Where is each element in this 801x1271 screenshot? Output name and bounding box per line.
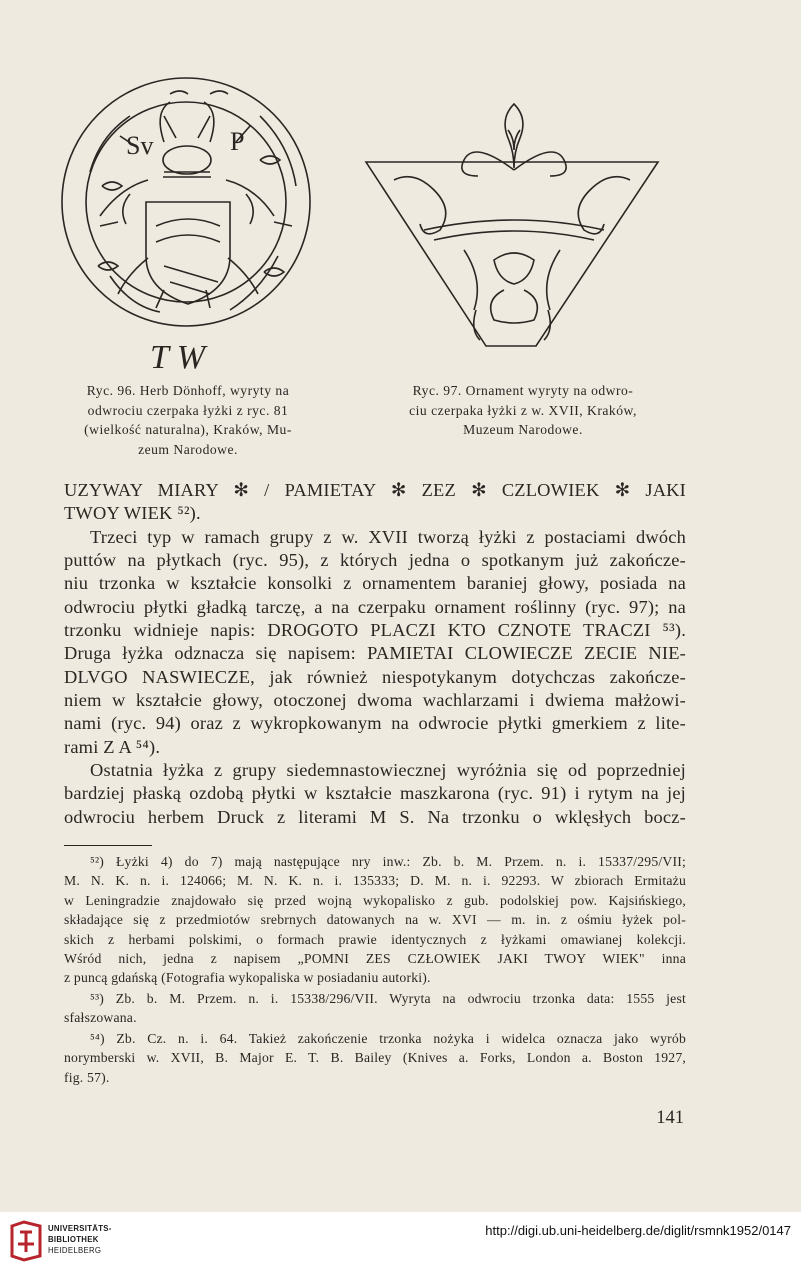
footnote-line: norymberski w. XVII, B. Major E. T. B. Bailey (Knives a. Forks, London a. Boston 1927, xyxy=(64,1050,686,1065)
page-number: 141 xyxy=(656,1108,684,1128)
body-line: Ostatnia łyżka z grupy siedemnastowiecznej wyróżnia się od poprzedniej xyxy=(90,760,686,780)
footnote-line: Wśród nich, jedna z napisem „POMNI ZES CZŁOWIEK JAKI TWOY WIEK" inna xyxy=(64,951,686,966)
footnote-line: ⁵⁴) Zb. Cz. n. i. 64. Takież zakończenie trzonka nożyka i widelca oznacza jako wyrób xyxy=(90,1031,686,1046)
figure-96-coat-of-arms xyxy=(60,76,322,376)
footnote-line: ⁵²) Łyżki 4) do 7) mają następujące nry inw.: Zb. b. M. Przem. n. i. 15337/295/VII; xyxy=(90,854,686,869)
caption-line: Muzeum Narodowe. xyxy=(463,422,583,438)
footnote-line: składające się z przedmiotów srebrnych datowanych na w. XVI — m. in. z ośmiu łyżek pol- xyxy=(64,912,686,927)
body-line: odwrociu płytki gładką tarczę, a na czerpaku ornament roślinny (ryc. 97); na xyxy=(64,597,686,617)
caption-line: Ryc. 96. Herb Dönhoff, wyryty na xyxy=(86,383,290,398)
footnote-rule xyxy=(64,845,152,846)
body-line: nami (ryc. 94) oraz z wykropkowanym na odwrocie płytki gmerkiem z lite- xyxy=(64,713,686,733)
body-line: trzonku widnieje napis: DROGOTO PLACZI KTO CZNOTE TRACZI ⁵³). xyxy=(64,620,686,640)
figure-96-monogram-left: Sv xyxy=(126,131,154,160)
body-line: bardziej płaską ozdobą płytki w kształcie maszkarona (ryc. 91) i rytym na jej xyxy=(64,783,686,803)
viewer-footer xyxy=(0,1212,801,1271)
footnote-line: sfałszowana. xyxy=(64,1010,137,1025)
body-line: DLVGO NASWIECZE, jak również niespotykanym dotychczas zakończe- xyxy=(64,667,686,687)
figure-96-caption xyxy=(48,381,328,459)
figure-97-caption xyxy=(372,381,674,440)
caption-line: ciu czerpaka łyżki z w. XVII, Kraków, xyxy=(409,402,637,418)
caption-line: zeum Narodowe. xyxy=(138,441,238,457)
footnote-line: fig. 57). xyxy=(64,1070,110,1085)
body-line: rami Z A ⁵⁴). xyxy=(64,737,161,757)
library-name-line: UNIVERSITÄTS- xyxy=(48,1224,112,1233)
caption-line: odwrociu czerpaka łyżki z ryc. 81 xyxy=(87,402,289,418)
body-line: puttów na płytkach (ryc. 95), z których jedna o spotkanym już zakończe- xyxy=(64,550,686,570)
body-line: niem w kształcie głowy, otoczonej dwoma wachlarzami i dwiema małżowi- xyxy=(64,690,686,710)
figure-96-initials: T W xyxy=(150,339,206,376)
library-name-line: HEIDELBERG xyxy=(48,1246,102,1255)
body-line: TWOY WIEK ⁵²). xyxy=(64,503,201,523)
library-name-line: BIBLIOTHEK xyxy=(48,1235,99,1244)
permalink-url[interactable]: http://digi.ub.uni-heidelberg.de/diglit/rsmnk1952/0147 xyxy=(485,1223,791,1238)
library-logo-icon xyxy=(8,1220,44,1262)
footnote-line: z puncą gdańską (Fotografia wykopaliska w posiadaniu autorki). xyxy=(64,970,431,985)
body-line: Trzeci typ w ramach grupy z w. XVII tworzą łyżki z postaciami dwóch xyxy=(90,527,686,547)
body-line: odwrociu herbem Druck z literami M S. Na trzonku o wklęsłych bocz- xyxy=(64,807,686,827)
figure-97-ornament xyxy=(364,100,660,352)
footnote-line: skich z herbami polskimi, o formach prawie identycznych z łyżkami omawianej kolekcji. xyxy=(64,932,686,947)
caption-line: (wielkość naturalna), Kraków, Mu- xyxy=(84,422,292,438)
caption-line: Ryc. 97. Ornament wyryty na odwro- xyxy=(412,383,634,398)
footnote-line: M. N. K. n. i. 124066; M. N. K. n. i. 135333; D. M. n. i. 92293. W zbiorach Ermitażu xyxy=(64,873,686,888)
footnote-line: w Leningradzie znajdowało się przed wojną wykopalisko z gub. podolskiej pow. Kajsińskiego, xyxy=(64,893,686,908)
figure-96-monogram-right: P xyxy=(230,127,245,156)
body-line: UZYWAY MIARY ✻ / PAMIETAY ✻ ZEZ ✻ CZLOWIEK ✻ JAKI xyxy=(64,480,686,500)
footnote-line: ⁵³) Zb. b. M. Przem. n. i. 15338/296/VII. Wyryta na odwrociu trzonka data: 1555 jest xyxy=(90,991,686,1006)
body-line: Druga łyżka odznacza się napisem: PAMIETAI CLOWIECZE ZECIE NIE- xyxy=(64,643,686,663)
body-line: niu trzonka w kształcie konsolki z ornamentem baraniej głowy, posiada na xyxy=(64,573,686,593)
